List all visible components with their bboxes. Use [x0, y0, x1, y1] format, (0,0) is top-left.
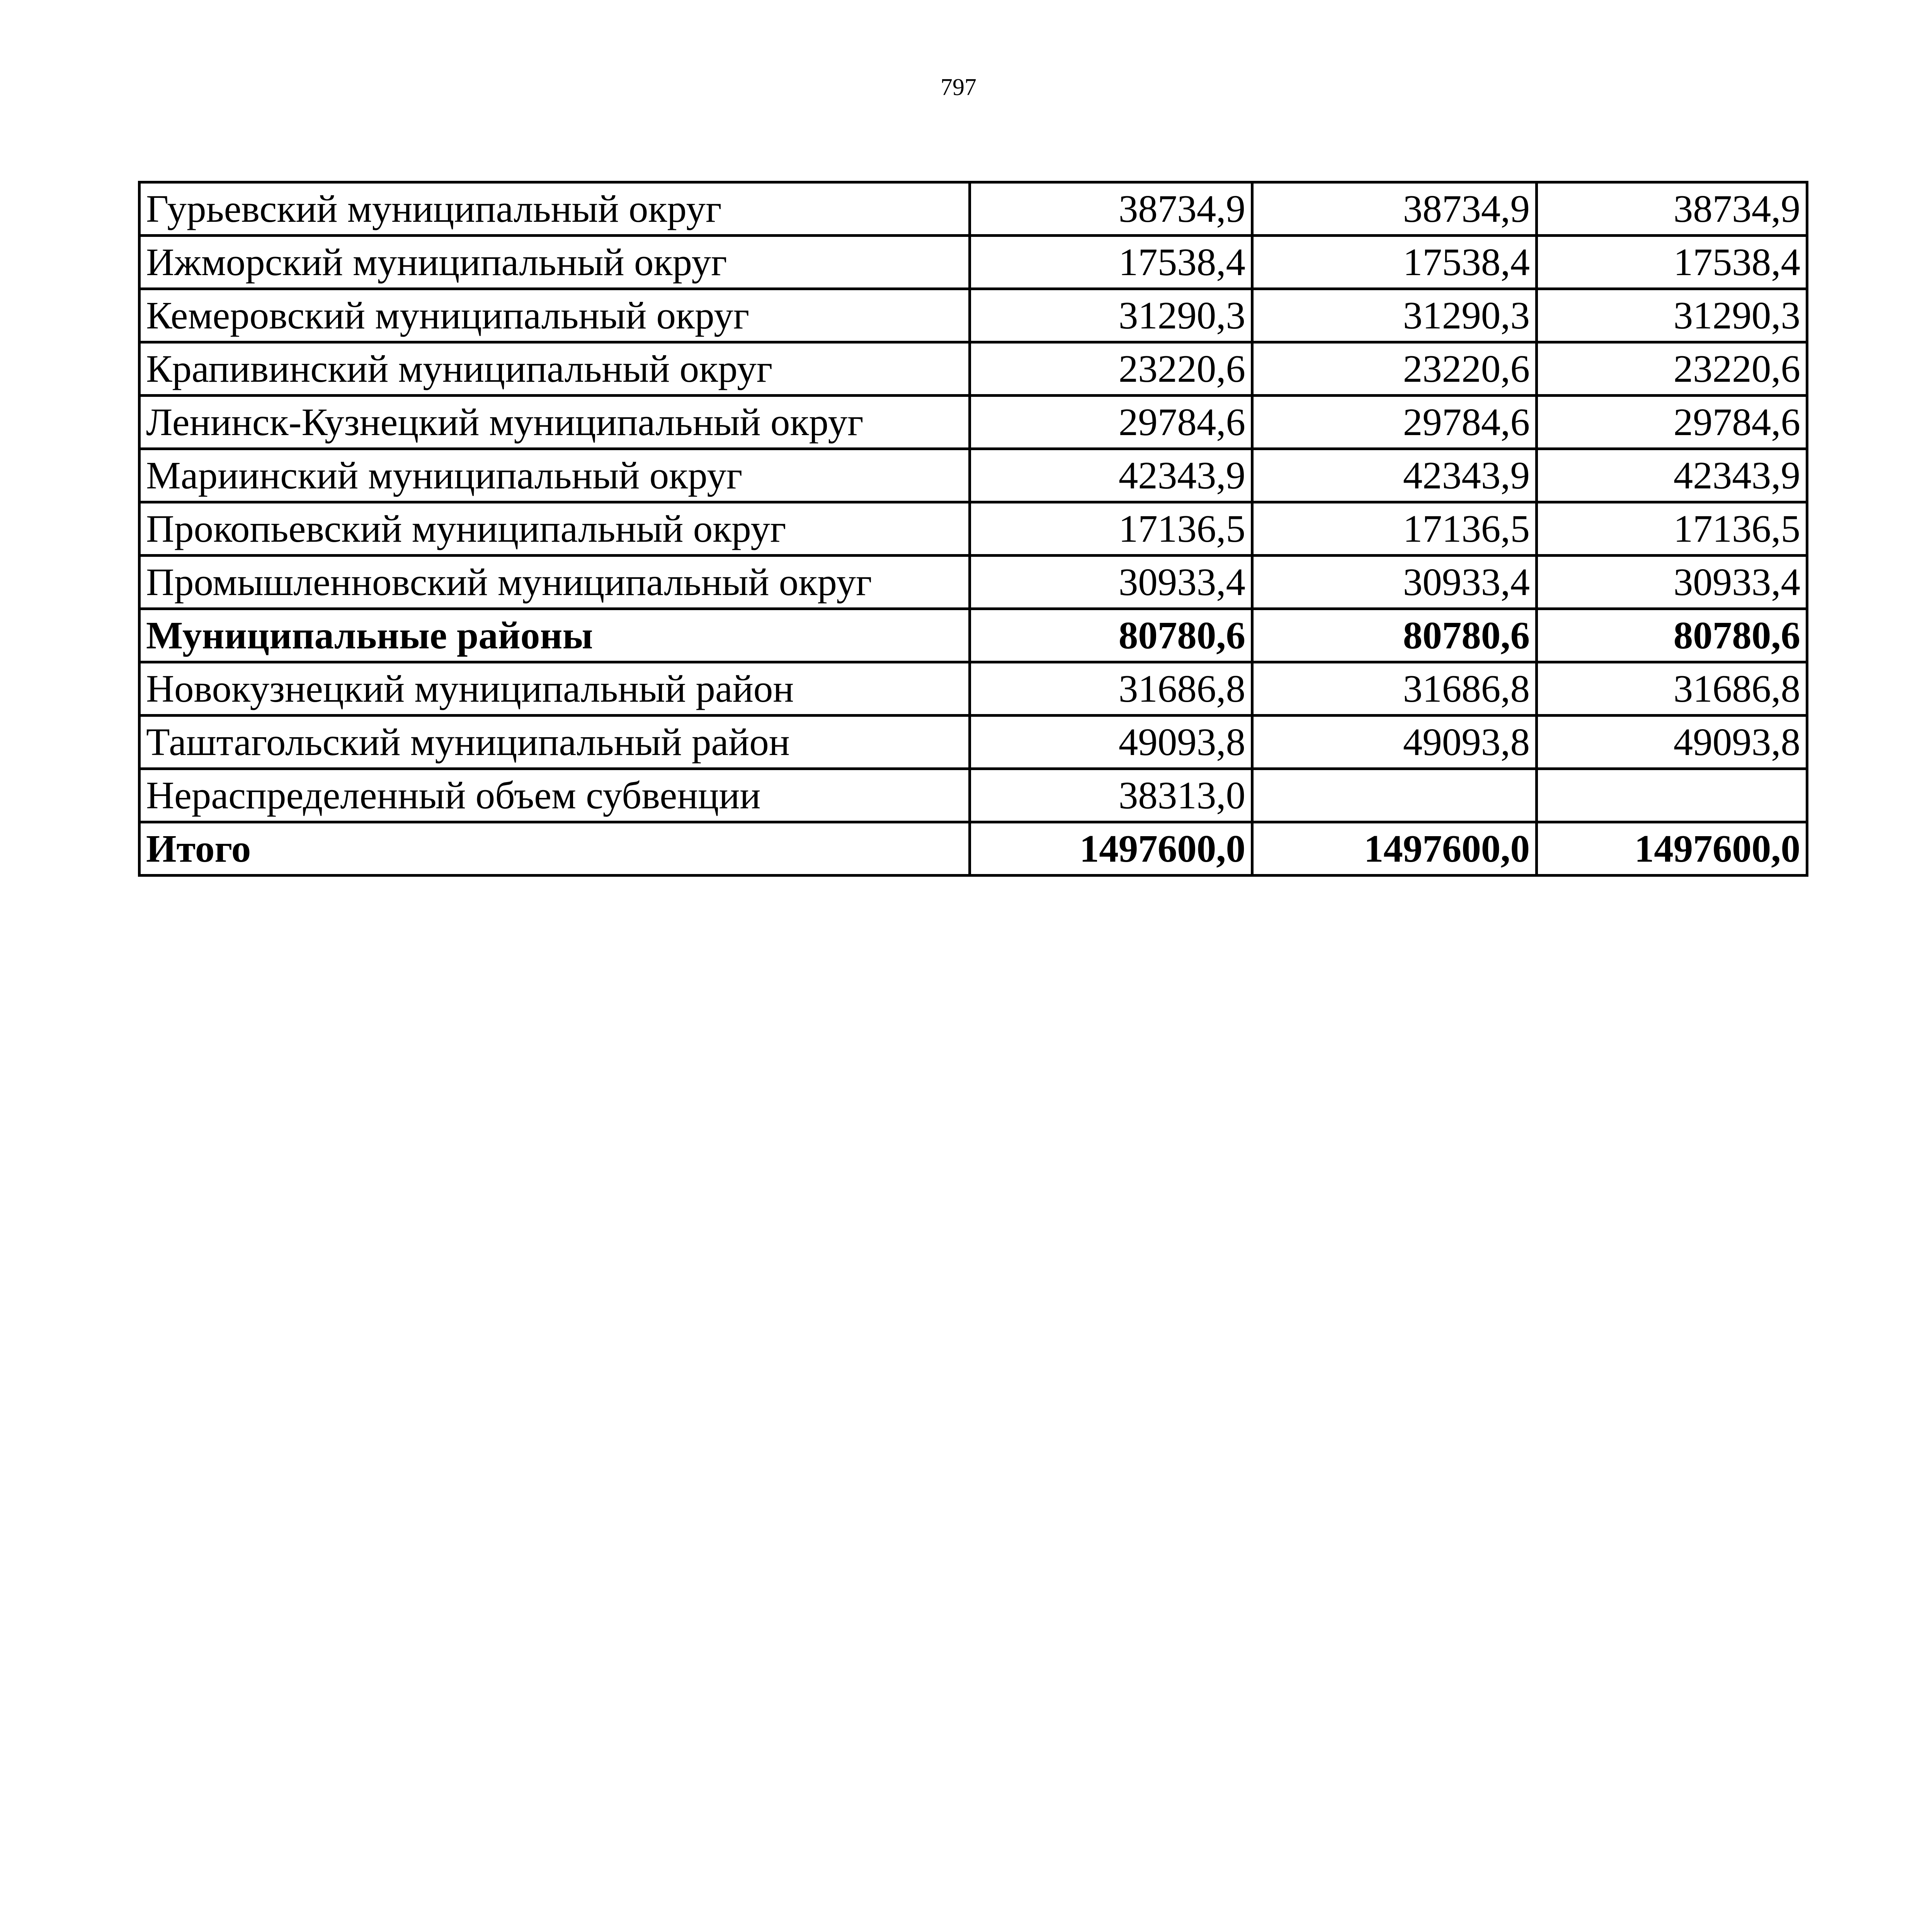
value-cell: 29784,6 [1537, 396, 1807, 449]
table-row [139, 396, 1807, 449]
value-cell: 49093,8 [1252, 716, 1537, 769]
table-row [139, 662, 1807, 716]
value-cell: 1497600,0 [970, 822, 1252, 876]
value-cell: 30933,4 [1537, 556, 1807, 609]
value-cell: 49093,8 [1537, 716, 1807, 769]
value-cell: 42343,9 [1537, 449, 1807, 502]
table-row [139, 236, 1807, 289]
value-cell: 17538,4 [1537, 236, 1807, 289]
value-cell: 30933,4 [970, 556, 1252, 609]
value-cell: 31290,3 [1252, 289, 1537, 342]
table-row [139, 182, 1807, 236]
row-name-cell: Новокузнецкий муниципальный район [139, 662, 970, 716]
table-row [139, 449, 1807, 502]
value-cell: 17538,4 [970, 236, 1252, 289]
value-cell: 80780,6 [1537, 609, 1807, 662]
value-cell: 42343,9 [1252, 449, 1537, 502]
value-cell: 23220,6 [1537, 342, 1807, 396]
row-name-cell: Гурьевский муниципальный округ [139, 182, 970, 236]
row-name-cell: Ижморский муниципальный округ [139, 236, 970, 289]
table-row [139, 716, 1807, 769]
table-row [139, 342, 1807, 396]
value-cell: 23220,6 [1252, 342, 1537, 396]
table-row [139, 556, 1807, 609]
value-cell: 38734,9 [970, 182, 1252, 236]
value-cell: 38313,0 [970, 769, 1252, 822]
row-name-cell: Итого [139, 822, 970, 876]
value-cell: 31686,8 [1252, 662, 1537, 716]
row-name-cell: Мариинский муниципальный округ [139, 449, 970, 502]
value-cell: 1497600,0 [1252, 822, 1537, 876]
value-cell: 17136,5 [970, 502, 1252, 556]
value-cell: 23220,6 [970, 342, 1252, 396]
value-cell: 17136,5 [1252, 502, 1537, 556]
value-cell [1252, 769, 1537, 822]
value-cell: 1497600,0 [1537, 822, 1807, 876]
value-cell: 31686,8 [970, 662, 1252, 716]
value-cell: 38734,9 [1537, 182, 1807, 236]
subvention-table [138, 181, 1808, 877]
row-name-cell: Нераспределенный объем субвенции [139, 769, 970, 822]
value-cell: 49093,8 [970, 716, 1252, 769]
value-cell: 30933,4 [1252, 556, 1537, 609]
row-name-cell: Таштагольский муниципальный район [139, 716, 970, 769]
row-name-cell: Ленинск-Кузнецкий муниципальный округ [139, 396, 970, 449]
value-cell: 31290,3 [970, 289, 1252, 342]
table-row [139, 289, 1807, 342]
value-cell: 80780,6 [970, 609, 1252, 662]
value-cell: 80780,6 [1252, 609, 1537, 662]
value-cell: 38734,9 [1252, 182, 1537, 236]
table-row-subtotal [139, 609, 1807, 662]
row-name-cell: Кемеровский муниципальный округ [139, 289, 970, 342]
value-cell [1537, 769, 1807, 822]
table-row [139, 502, 1807, 556]
value-cell: 29784,6 [1252, 396, 1537, 449]
table-row-total [139, 822, 1807, 876]
value-cell: 31686,8 [1537, 662, 1807, 716]
value-cell: 17136,5 [1537, 502, 1807, 556]
value-cell: 17538,4 [1252, 236, 1537, 289]
table-row [139, 769, 1807, 822]
row-name-cell: Промышленновский муниципальный округ [139, 556, 970, 609]
row-name-cell: Прокопьевский муниципальный округ [139, 502, 970, 556]
page-number: 797 [941, 74, 976, 100]
value-cell: 31290,3 [1537, 289, 1807, 342]
value-cell: 29784,6 [970, 396, 1252, 449]
row-name-cell: Муниципальные районы [139, 609, 970, 662]
row-name-cell: Крапивинский муниципальный округ [139, 342, 970, 396]
value-cell: 42343,9 [970, 449, 1252, 502]
